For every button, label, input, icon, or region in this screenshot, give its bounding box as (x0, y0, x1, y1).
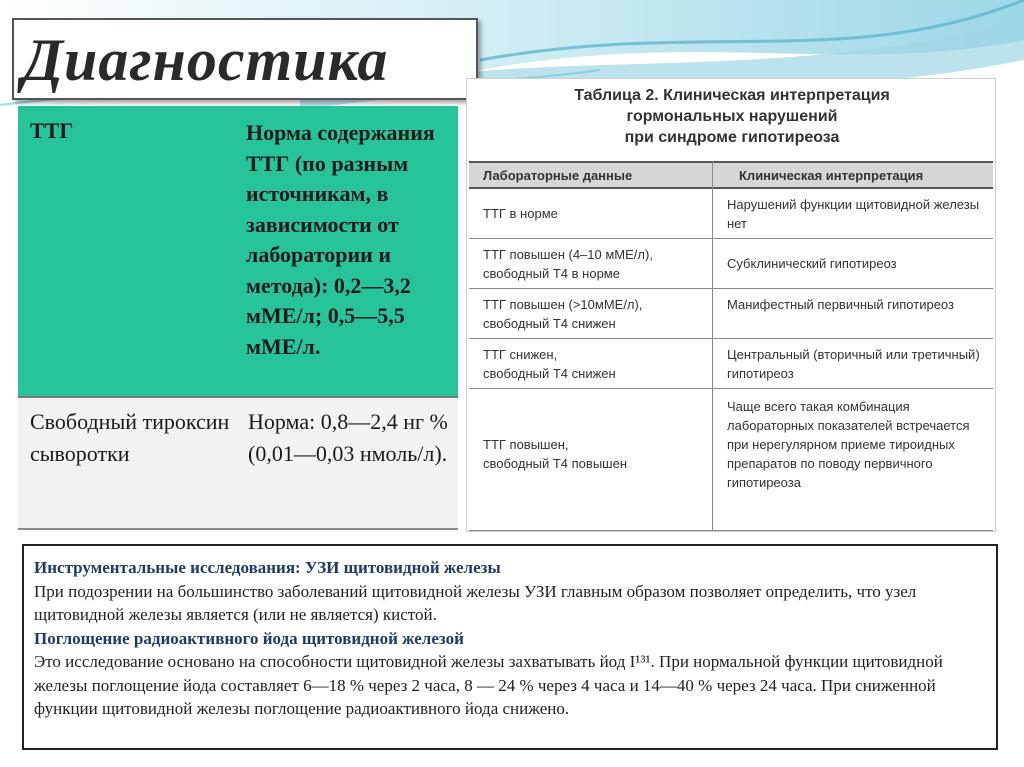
title-box (12, 18, 478, 100)
interpretation-table (466, 78, 996, 532)
table-caption: Таблица 2. Клиническая интерпретация гормональных нарушений при синдроме гипотиреоза (574, 87, 890, 146)
free-t4-norm: Норма: 0,8—2,4 нг % (0,01—0,03 нмоль/л). (248, 409, 448, 466)
table-row (18, 106, 458, 398)
table-row: ТТГ повышен, свободный Т4 повышен Чаще всего такая комбинация лабораторных показателей встречается при нерегулярном приеме тироидных препаратов по поводу первичного гипотиреоза (469, 389, 993, 531)
table-row (18, 398, 458, 530)
tsh-label: ТТГ (30, 118, 74, 143)
iodine-uptake-text: Это исследование основано на способности щитовидной железы захватывать йод I¹³¹. При нормальной функции щитовидной железы поглощение йода составляет 6—18 % через 2 часа, 8 — 24 % через 4 часа и 14—40 % через 24 часа. При сниженной функции щитовидной железы поглощение радиоактивного йода снижено. (34, 652, 943, 718)
methods-box (22, 544, 998, 750)
header-lab-data: Лабораторные данные (483, 168, 633, 183)
table-row: ТТГ в норме Нарушений функции щитовидной железы нет (469, 189, 993, 239)
iodine-uptake-heading: Поглощение радиоактивного йода щитовидной железой (34, 628, 464, 648)
table-row: ТТГ повышен (>10мМЕ/л), свободный Т4 снижен Манифестный первичный гипотиреоз (469, 289, 993, 339)
divider (18, 528, 458, 530)
header-interpretation: Клиническая интерпретация (739, 168, 924, 183)
tsh-norm: Норма содержания ТТГ (по разным источникам, в зависимости от лаборатории и метода): 0,2—3,2 мМЕ/л; 0,5—5,5 мМЕ/л. (246, 120, 435, 359)
table-row: ТТГ снижен, свободный Т4 снижен Центральный (вторичный или третичный) гипотиреоз (469, 339, 993, 389)
free-t4-label: Свободный тироксин сыворотки (30, 409, 230, 466)
ultrasound-heading: Инструментальные исследования: УЗИ щитовидной железы (34, 558, 501, 577)
ultrasound-text: При подозрении на большинство заболеваний щитовидной железы УЗИ главным образом позволяет определить, что узел щитовидной железы является (или не является) кистой. (34, 581, 917, 624)
table-header (469, 161, 993, 189)
table-row: ТТГ повышен (4–10 мМЕ/л), свободный Т4 в норме Субклинический гипотиреоз (469, 239, 993, 289)
page-title: Диагностика (22, 27, 389, 93)
